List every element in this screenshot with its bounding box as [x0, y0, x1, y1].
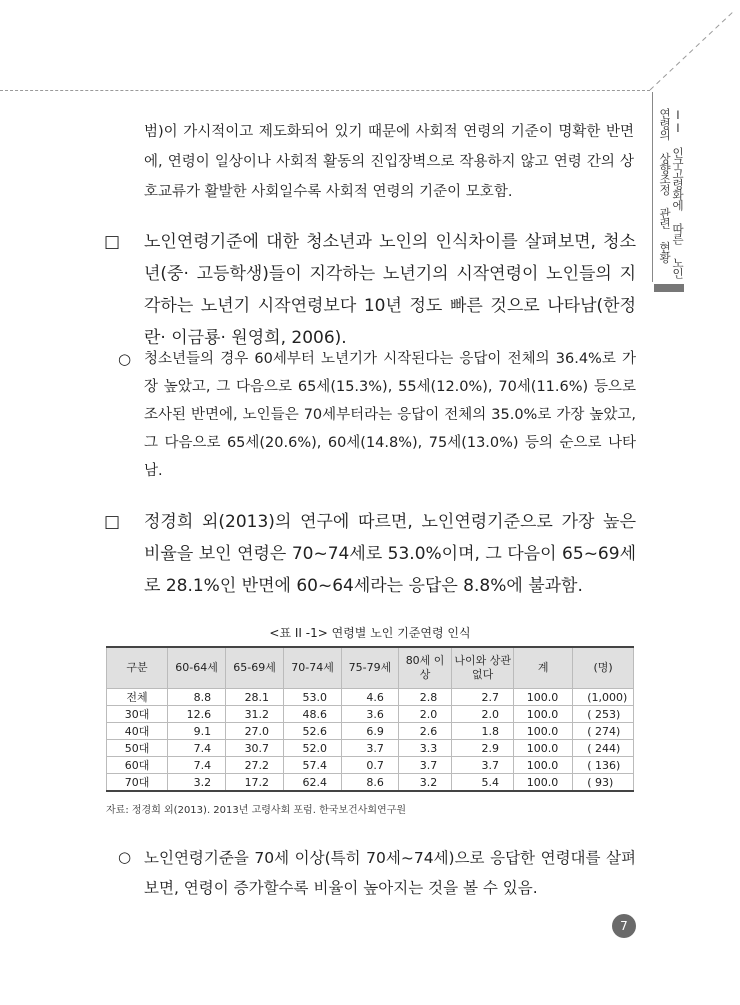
header-cell: 65-69세: [226, 647, 284, 689]
page-number: 7: [612, 914, 636, 938]
header-cell: 계: [514, 647, 573, 689]
table-cell: 3.3: [398, 740, 451, 757]
header-cell: 구분: [107, 647, 168, 689]
table-row: [107, 757, 634, 774]
table-cell: 100.0: [514, 723, 573, 740]
table-cell: 27.2: [226, 757, 284, 774]
row-label: 전체: [107, 689, 168, 706]
circle-bullet: ○: [118, 848, 132, 866]
table-cell: ( 244): [573, 740, 634, 757]
table-cell: 2.0: [398, 706, 451, 723]
table-cell: ( 136): [573, 757, 634, 774]
table-cell: 30.7: [226, 740, 284, 757]
table-cell: 17.2: [226, 774, 284, 792]
paragraph-study-result: 정경희 외(2013)의 연구에 따르면, 노인연령기준으로 가장 높은 비율을 보인 연령은 70~74세로 53.0%이며, 그 다음이 65~69세로 28.1%인 반면에 60~64세라는 응답은 8.8%에 불과함.: [144, 512, 636, 596]
table-header-row: [107, 647, 634, 689]
square-bullet: □: [104, 512, 121, 532]
table-cell: ( 274): [573, 723, 634, 740]
row-label: 60대: [107, 757, 168, 774]
table-cell: 52.0: [284, 740, 342, 757]
age-criteria-table: [106, 646, 634, 792]
row-label: 40대: [107, 723, 168, 740]
chapter-number: II: [671, 108, 685, 134]
table-cell: 3.2: [168, 774, 226, 792]
table-cell: 7.4: [168, 757, 226, 774]
row-label: 30대: [107, 706, 168, 723]
table-row: [107, 740, 634, 757]
table-cell: 3.7: [342, 740, 399, 757]
chapter-side-tab: [656, 108, 684, 280]
table-cell: 6.9: [342, 723, 399, 740]
row-label: 50대: [107, 740, 168, 757]
header-cell: (명): [573, 647, 634, 689]
table-cell: 53.0: [284, 689, 342, 706]
square-bullet: □: [104, 232, 121, 252]
paragraph-age-perception-gap: 노인연령기준에 대한 청소년과 노인의 인식차이를 살펴보면, 청소년(중· 고등학생)들이 지각하는 노년기의 시작연령이 노인들의 지각하는 노년기 시작연령보다 10년 정도 빠른 것으로 나타남(한정란· 이금룡· 원영희, 2006).: [144, 232, 636, 348]
header-cell: 60-64세: [168, 647, 226, 689]
table-row: [107, 774, 634, 792]
table-cell: 31.2: [226, 706, 284, 723]
table-cell: 100.0: [514, 706, 573, 723]
table-cell: 9.1: [168, 723, 226, 740]
table-cell: 2.0: [452, 706, 514, 723]
table-cell: 57.4: [284, 757, 342, 774]
header-cell: 70-74세: [284, 647, 342, 689]
table-cell: 1.8: [452, 723, 514, 740]
header-cell: 75-79세: [342, 647, 399, 689]
table-cell: 100.0: [514, 740, 573, 757]
table-cell: (1,000): [573, 689, 634, 706]
table-cell: 3.6: [342, 706, 399, 723]
table-cell: 4.6: [342, 689, 399, 706]
table-cell: 8.6: [342, 774, 399, 792]
side-rule: [652, 92, 653, 282]
header-decoration: [0, 0, 740, 100]
row-label: 70대: [107, 774, 168, 792]
table-cell: 2.8: [398, 689, 451, 706]
table-row: [107, 689, 634, 706]
table-cell: 7.4: [168, 740, 226, 757]
table-cell: 12.6: [168, 706, 226, 723]
table-cell: 2.7: [452, 689, 514, 706]
table-cell: 3.2: [398, 774, 451, 792]
table-cell: ( 253): [573, 706, 634, 723]
side-tab-bar: [654, 284, 684, 292]
table-cell: 3.7: [452, 757, 514, 774]
table-row: [107, 706, 634, 723]
table-cell: 100.0: [514, 774, 573, 792]
table-cell: 100.0: [514, 689, 573, 706]
table-cell: 28.1: [226, 689, 284, 706]
paragraph-continuation: 범)이 가시적이고 제도화되어 있기 때문에 사회적 연령의 기준이 명확한 반면에, 연령이 일상이나 사회적 활동의 진입장벽으로 작용하지 않고 연령 간의 상호교류가 활발한 사회일수록 사회적 연령의 기준이 모호함.: [144, 124, 634, 200]
table-cell: 27.0: [226, 723, 284, 740]
header-cell: 80세 이상: [398, 647, 451, 689]
chapter-title: 인구고령화에 따른 노인연령의 상향조정 관련 현황: [658, 108, 685, 278]
table-cell: ( 93): [573, 774, 634, 792]
header-cell: 나이와 상관없다: [452, 647, 514, 689]
table-row: [107, 723, 634, 740]
table-cell: 0.7: [342, 757, 399, 774]
table-cell: 52.6: [284, 723, 342, 740]
header-dashed-rule: [0, 90, 650, 91]
table-cell: 100.0: [514, 757, 573, 774]
table-cell: 2.6: [398, 723, 451, 740]
table-caption: <표 II -1> 연령별 노인 기준연령 인식: [269, 626, 471, 640]
table-cell: 48.6: [284, 706, 342, 723]
table-cell: 62.4: [284, 774, 342, 792]
paragraph-youth-vs-elderly: 청소년들의 경우 60세부터 노년기가 시작된다는 응답이 전체의 36.4%로 가장 높았고, 그 다음으로 65세(15.3%), 55세(12.0%), 70세(11.6%) 등으로 조사된 반면에, 노인들은 70세부터라는 응답이 전체의 35.0%로 가장 높았고, 그 다음으로 65세(20.6%), 60세(14.8%), 75세(13.0%) 등의 순으로 나타남.: [144, 351, 636, 479]
circle-bullet: ○: [118, 350, 132, 368]
paragraph-conclusion: 노인연령기준을 70세 이상(특히 70세~74세)으로 응답한 연령대를 살펴보면, 연령이 증가할수록 비율이 높아지는 것을 볼 수 있음.: [144, 849, 636, 897]
table-cell: 8.8: [168, 689, 226, 706]
table-cell: 5.4: [452, 774, 514, 792]
table-cell: 3.7: [398, 757, 451, 774]
table-cell: 2.9: [452, 740, 514, 757]
table-source: 자료: 정경희 외(2013). 2013년 고령사회 포럼. 한국보건사회연구원: [106, 805, 407, 816]
